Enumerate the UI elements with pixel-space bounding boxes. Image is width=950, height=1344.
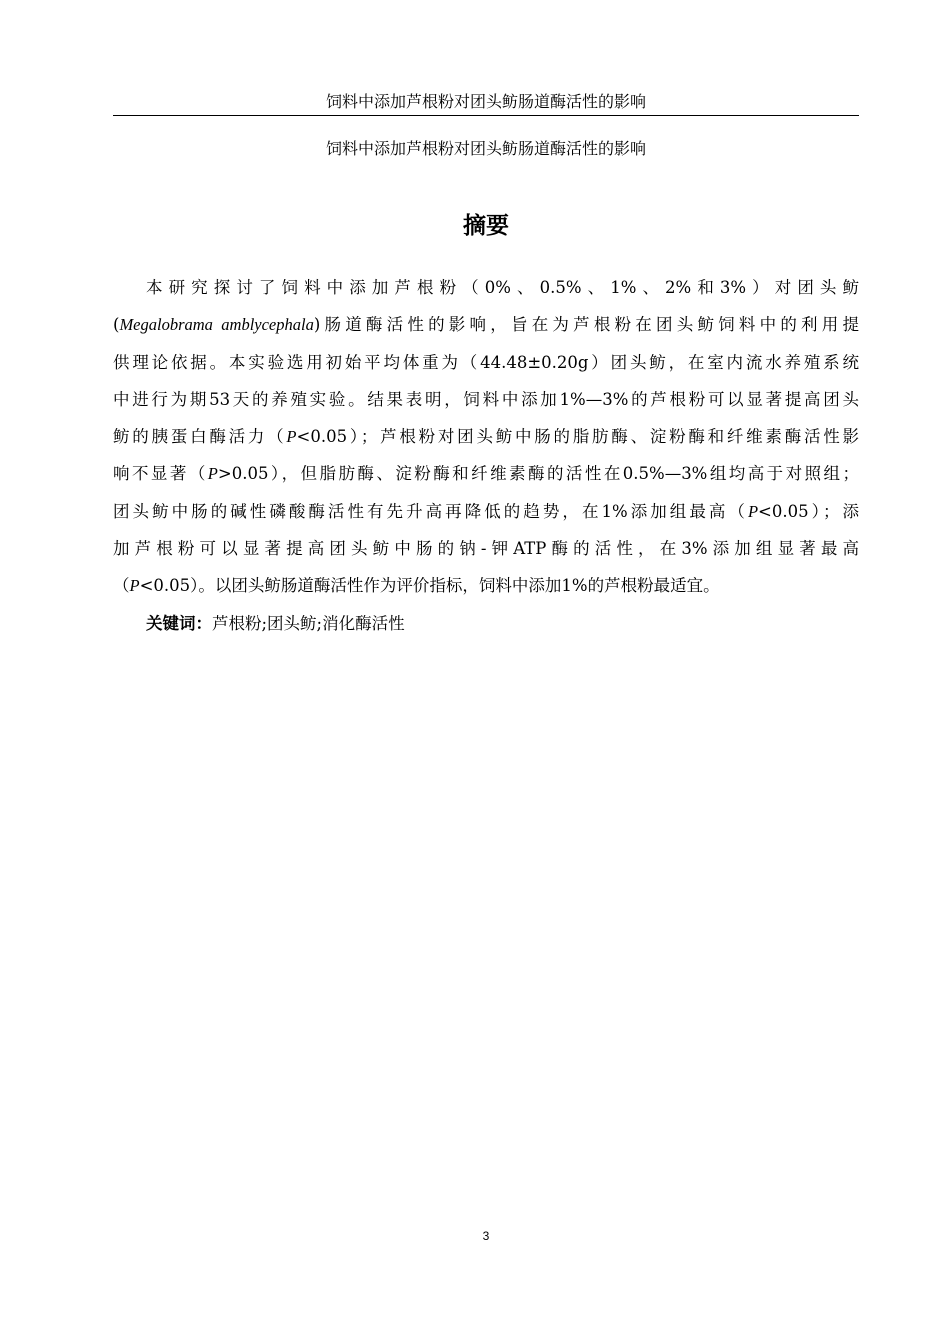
document-title: 饲料中添加芦根粉对团头鲂肠道酶活性的影响 <box>325 139 646 158</box>
abstract-body <box>113 272 859 608</box>
abstract-line <box>113 496 859 533</box>
running-header: 饲料中添加芦根粉对团头鲂肠道酶活性的影响 <box>325 92 646 111</box>
abstract-text: 中进行为期53天的养殖实验。结果表明，饲料中添加1%—3%的芦根粉可以显著提高团头 <box>113 389 859 409</box>
abstract-text: 本研究探讨了饲料中添加芦根粉（0%、0.5%、1%、2%和3%）对团头鲂 <box>146 278 859 297</box>
p-value-symbol: P <box>207 464 218 484</box>
keywords-label: 关键词： <box>146 614 212 633</box>
abstract-text: 团头鲂中肠的碱性磷酸酶活性有先升高再降低的趋势，在1%添加组最高（ <box>113 501 748 521</box>
abstract-line <box>113 384 859 421</box>
abstract-text: <0.05）；添 <box>758 501 859 521</box>
abstract-text: （ <box>113 576 130 596</box>
keywords-list: 芦根粉;团头鲂;消化酶活性 <box>212 614 405 633</box>
abstract-text: <0.05）；芦根粉对团头鲂中肠的脂肪酶、淀粉酶和纤维素酶活性影 <box>296 427 859 447</box>
p-value-symbol: P <box>129 576 140 596</box>
header-rule <box>113 115 859 116</box>
p-value-symbol: P <box>286 427 297 447</box>
abstract-text: )肠道酶活性的影响，旨在为芦根粉在团头鲂饲料中的利用提 <box>313 315 859 335</box>
abstract-text: >0.05），但脂肪酶、淀粉酶和纤维素酶的活性在0.5%—3%组均高于对照组； <box>217 464 859 484</box>
abstract-line <box>113 458 859 495</box>
p-value-symbol: P <box>747 501 759 521</box>
abstract-text: 鲂的胰蛋白酶活力（ <box>113 427 287 447</box>
abstract-line <box>113 309 859 346</box>
abstract-text: ( <box>113 315 120 335</box>
abstract-line <box>113 533 859 570</box>
abstract-text: 加芦根粉可以显著提高团头鲂中肠的钠-钾ATP酶的活性，在3%添加组显著最高 <box>113 539 859 559</box>
abstract-line <box>113 570 859 607</box>
species-name: Megalobrama amblycephala <box>119 315 314 335</box>
abstract-line <box>113 421 859 458</box>
abstract-text: <0.05）。以团头鲂肠道酶活性作为评价指标，饲料中添加1%的芦根粉最适宜。 <box>139 576 720 596</box>
page-number: 3 <box>482 1229 490 1243</box>
abstract-text: 供理论依据。本实验选用初始平均体重为（44.48±0.20g）团头鲂，在室内流水养殖系统 <box>113 352 859 372</box>
abstract-line <box>113 272 859 309</box>
abstract-heading: 摘要 <box>463 213 509 239</box>
keywords <box>146 610 859 638</box>
abstract-line <box>113 347 859 384</box>
abstract-text: 响不显著（ <box>113 464 208 484</box>
